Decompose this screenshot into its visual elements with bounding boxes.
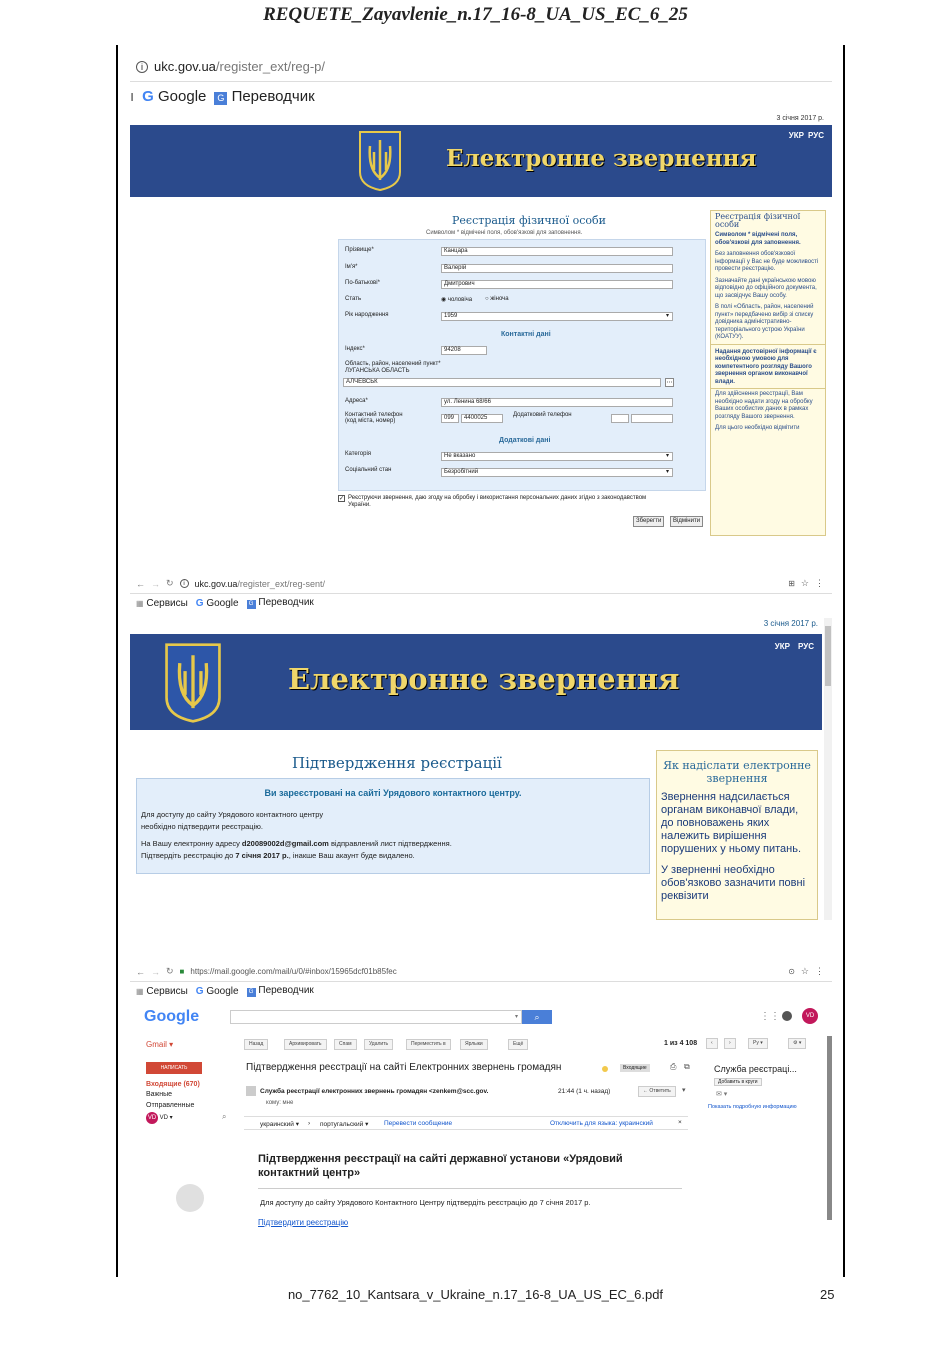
apps-grid-icon: ▦ [136, 986, 144, 996]
address-bar[interactable] [130, 574, 832, 594]
phone-extra-code-input[interactable] [611, 414, 629, 423]
index-label: Індекс* [345, 346, 365, 352]
reply-more-icon[interactable]: ▾ [682, 1087, 686, 1094]
email-subject: Підтвердження реєстрації на сайті Електронних звернень громадян [246, 1062, 562, 1073]
nav-inbox[interactable]: Входящие (670) [146, 1081, 200, 1088]
star-icon[interactable]: ☆ [800, 578, 809, 588]
form-title: Реєстрація фізичної особи [452, 214, 607, 227]
sender-name: Служба реєстрації електронних звернень громадян <zenkem@scc.gov. [260, 1088, 489, 1095]
side-help-panel [710, 210, 826, 536]
category-label: Категорія [345, 451, 372, 457]
bookmark-translate[interactable]: G Переводчик [214, 88, 314, 105]
side-p3: Зазначайте дані українською мовою відповідно до офіційного документа, що засвідчує Вашу особу. [715, 277, 817, 299]
settings-button[interactable]: ⚙ ▾ [788, 1038, 806, 1049]
arrow-right-icon: › [308, 1120, 311, 1127]
inbox-tag[interactable]: Входящие [620, 1064, 650, 1072]
chat-avatar[interactable]: VD VD ▾ [146, 1112, 173, 1124]
phone-label-2: (код міста, номер) [345, 418, 396, 424]
url-path: /register_ext/reg-sent/ [237, 578, 325, 589]
side-p2: Без заповнення обов'язкової інформації у Вас не буде можливості провести реєстрацію. [715, 251, 819, 272]
forward-icon[interactable]: → [151, 966, 160, 977]
toolbar-back[interactable]: Назад [244, 1039, 268, 1050]
chevron-down-icon: ▾ [665, 469, 669, 475]
region-value: ЛУГАНСЬКА ОБЛАСТЬ [345, 368, 410, 374]
page-title: REQUETE_Zayavlenie_n.17_16-8_UA_US_EC_6_25 [263, 4, 688, 25]
surname-label: Прізвище* [345, 247, 374, 253]
gmail-scrollbar[interactable] [827, 1036, 832, 1220]
toolbar-delete[interactable]: Удалить [364, 1039, 393, 1050]
url-path: /register_ext/reg-p/ [215, 59, 326, 74]
lock-icon: ■ [179, 967, 185, 976]
bookmark-google[interactable]: G Google [142, 87, 207, 105]
cancel-button[interactable]: Відмінити [670, 516, 703, 527]
reply-button[interactable]: ← Ответить [638, 1086, 676, 1097]
search-icon: ⌕ [534, 1012, 540, 1022]
sender-avatar-icon [246, 1086, 256, 1096]
confirm-box-header: Ви зареєстровані на сайті Урядового контактного центру. [264, 788, 522, 798]
translate-bar [244, 1116, 688, 1130]
patronymic-input[interactable]: Дмитрович [441, 280, 673, 289]
toolbar-spam[interactable]: Спам [334, 1039, 357, 1050]
sex-male-radio[interactable]: ◉ чоловіча [441, 297, 473, 303]
important-marker-icon[interactable] [602, 1066, 608, 1072]
surname-input[interactable]: Канцара [441, 247, 673, 256]
message-count: 1 из 4 108 [664, 1040, 698, 1047]
chevron-down-icon: ▾ [665, 313, 669, 319]
back-icon[interactable]: ← [136, 578, 145, 589]
chat-avatar-badge: VD [146, 1112, 158, 1124]
translate-icon: G [247, 600, 256, 609]
bookmark-translate[interactable]: G Переводчик [247, 985, 314, 997]
toolbar-archive[interactable]: Архивировать [284, 1039, 327, 1050]
url-host: ukc.gov.ua [194, 578, 238, 589]
coat-of-arms-icon [162, 642, 224, 724]
menu-icon[interactable]: ⋮ [815, 578, 824, 588]
page-number: 25 [820, 1287, 835, 1302]
right-contact-name: Служба реєстраці... [714, 1064, 797, 1074]
scrollbar-thumb[interactable] [825, 626, 831, 686]
translate-to-select[interactable]: португальский ▾ [320, 1121, 369, 1128]
address-bar[interactable] [130, 962, 832, 982]
save-button[interactable]: Зберегти [633, 516, 664, 527]
search-people-icon[interactable]: ⌕ [222, 1112, 227, 1121]
confirm-line-1: Для доступу до сайту Урядового контактного центру [141, 810, 324, 819]
screenshot-registration-form [130, 52, 832, 536]
bookmark-google[interactable]: G Google [195, 597, 239, 609]
right-more-info-link[interactable]: Показать подробную информацию [708, 1104, 797, 1110]
social-select[interactable]: Безробітний ▾ [441, 468, 673, 477]
phone-label: Контактний телефон [345, 412, 403, 418]
google-g-icon: G [195, 597, 204, 609]
email-body-text: Для доступу до сайту Урядового Контактного Центру підтвердіть реєстрацію до 7 січня 2017 р. [260, 1198, 591, 1207]
compose-button[interactable]: НАПИСАТЬ [146, 1062, 202, 1074]
city-input[interactable]: АЛЧЕВСЬК [343, 378, 661, 387]
confirm-line-4: Підтвердіть реєстрацію до 7 січня 2017 р., інакше Ваш акаунт буде видалено. [141, 851, 415, 860]
address-input[interactable]: ул. Ленина 68/66 [441, 398, 673, 407]
birth-select[interactable]: 1959 ▾ [441, 312, 673, 321]
city-lookup-icon[interactable]: ⋯ [666, 380, 673, 386]
date-text: 3 січня 2017 р. [776, 115, 824, 122]
region-label: Область, район, населений пункт* [345, 361, 441, 367]
reload-icon[interactable]: ↻ [166, 578, 174, 588]
lang-ukr[interactable]: УКР [788, 131, 804, 140]
contact-header: Контактні дані [501, 331, 551, 338]
site-banner [130, 634, 822, 730]
bookmark-translate[interactable]: G Переводчик [247, 597, 314, 609]
social-label: Соціальний стан [345, 467, 392, 473]
info-icon[interactable]: i [136, 61, 148, 73]
birth-label: Рік народження [345, 312, 389, 318]
translate-off-link[interactable]: Отключить для языка: украинский [550, 1120, 653, 1127]
right-add-circles-button[interactable]: Добавить в круги [714, 1078, 762, 1086]
consent-checkbox[interactable]: ✓ [339, 496, 345, 502]
lang-ukr[interactable]: УКР [774, 642, 790, 651]
toolbar-more[interactable]: Ещё [508, 1039, 528, 1050]
side-title: Як надіслати електронне звернення [663, 759, 811, 785]
index-input[interactable]: 94208 [441, 346, 487, 355]
translate-icon: G [247, 988, 256, 997]
new-window-icon[interactable]: ⧉ [684, 1062, 690, 1071]
translate-page-icon[interactable]: ⊞ [788, 579, 795, 588]
translate-from-select[interactable]: украинский ▾ [260, 1121, 299, 1128]
phone-code-input[interactable]: 099 [441, 414, 459, 423]
apps-grid-icon: ▦ [136, 598, 144, 608]
side-p5: Надання достовірної інформації є необхідною умовою для компетентного розгляду Вашого звернення органом виконавчої влади. [711, 344, 825, 389]
next-message-button[interactable] [724, 1038, 736, 1049]
confirm-title: Підтвердження реєстрації [292, 754, 502, 772]
zoom-icon[interactable]: ⊙ [788, 967, 795, 976]
banner-title: Електронне звернення [288, 662, 680, 696]
to-me[interactable]: кому: мне [266, 1100, 294, 1106]
side-p4: В полі «Область, район, населений пункт» передбачено вибір зі списку довідника адміністративно-територіального устрою України (КОАТУУ). [715, 304, 814, 340]
form-subtitle: Символом * відмічені поля, обов'язкові для заповнення. [426, 230, 583, 236]
category-select[interactable]: Не вказано ▾ [441, 452, 673, 461]
scrollbar[interactable] [824, 618, 832, 920]
patronymic-label: По-батькові* [345, 280, 380, 286]
side-help-panel [656, 750, 818, 920]
gear-icon: ⚙ [793, 1040, 798, 1046]
search-input[interactable] [230, 1010, 522, 1024]
screenshot-gmail [130, 962, 832, 1227]
avatar[interactable]: VD [802, 1008, 818, 1024]
screenshot-registration-confirm [130, 574, 832, 920]
side-p7: Для цього необхідно відмітити [715, 425, 800, 431]
hangouts-icon[interactable] [176, 1184, 204, 1212]
confirm-line-3: На Вашу електронну адресу d20089002d@gmail.com відправлений лист підтвердження. [141, 839, 452, 848]
google-g-icon: G [142, 87, 154, 105]
date-text: 3 січня 2017 р. [763, 619, 818, 628]
menu-icon[interactable]: ⋮ [815, 966, 824, 976]
phone-number-input[interactable]: 4400025 [461, 414, 503, 423]
banner-title: Електронне звернення [446, 145, 757, 172]
nav-important[interactable]: Важные [146, 1091, 173, 1098]
extra-header: Додаткові дані [499, 437, 551, 444]
translate-icon: G [214, 92, 227, 105]
info-icon[interactable]: i [180, 579, 189, 588]
prev-message-button[interactable] [706, 1038, 718, 1049]
confirm-registration-link[interactable]: Підтвердити реєстрацію [258, 1218, 349, 1227]
name-input[interactable]: Валерій [441, 264, 673, 273]
phone-extra-number-input[interactable] [631, 414, 673, 423]
gmail-label[interactable]: Gmail ▾ [146, 1040, 174, 1049]
side-p2: У зверненні необхідно обов'язково зазначити повні реквізити [661, 864, 806, 902]
side-p1: Символом * відмічені поля, обов'язкові для заповнення. [715, 232, 801, 246]
chevron-down-icon: ▾ [514, 1014, 518, 1020]
google-g-icon: G [195, 985, 204, 997]
forward-icon[interactable]: → [151, 578, 160, 589]
bookmarks-bar [130, 594, 832, 612]
phone-extra-label: Додатковий телефон [513, 412, 572, 418]
footer-filename: no_7762_10_Kantsara_v_Ukraine_n.17_16-8_UA_US_EC_6.pdf [287, 1287, 664, 1302]
bookmark-apps[interactable]: ▦ Сервисы [136, 985, 188, 997]
left-border-line [116, 45, 118, 1277]
email-body-title: Підтвердження реєстрації на сайті державної установи «Урядовий контактний центр» [258, 1153, 623, 1179]
side-p1: Звернення надсилається органам виконавчої влади, до повноважень яких належить вирішення порушених у ньому питань. [661, 791, 802, 855]
email-body-divider [258, 1188, 682, 1189]
site-banner [130, 125, 832, 197]
lang-rus[interactable]: РУС [798, 642, 814, 651]
chevron-right-icon: › [729, 1040, 731, 1046]
print-icon[interactable]: ⎙ [670, 1062, 677, 1071]
back-icon[interactable]: ← [136, 966, 145, 977]
url-text: https://mail.google.com/mail/u/0/#inbox/15965dcf01b85fec [190, 967, 397, 976]
toolbar-labels[interactable]: Ярлыки [460, 1039, 488, 1050]
confirm-box [136, 778, 650, 874]
chevron-down-icon: ▾ [665, 453, 669, 459]
sex-female-radio[interactable]: ○ жіноча [485, 296, 509, 302]
translate-link[interactable]: Перевести сообщение [384, 1120, 453, 1127]
right-border-line [843, 45, 845, 1277]
address-bar[interactable] [130, 52, 832, 82]
bookmark-apps[interactable]: ▦ Сервисы [136, 597, 188, 609]
bookmark-prefix: ı [130, 87, 135, 105]
confirm-line-2: необхідно підтвердити реєстрацію. [141, 822, 263, 831]
close-icon[interactable]: × [678, 1119, 682, 1126]
coat-of-arms-icon [358, 130, 402, 192]
email-time: 21:44 (1 ч. назад) [558, 1088, 611, 1095]
name-label: Ім'я* [345, 264, 358, 270]
bookmark-google[interactable]: G Google [195, 985, 239, 997]
bookmarks-bar [130, 82, 832, 110]
reload-icon[interactable]: ↻ [166, 966, 174, 976]
toolbar-move[interactable]: Переместить в [406, 1039, 451, 1050]
google-logo[interactable]: Google [144, 1008, 200, 1025]
consent-text: Реєструючи звернення, даю згоду на обробку і використання персональних даних згідно з законодавством України. [348, 495, 647, 508]
sex-label: Стать [345, 296, 362, 302]
nav-sent[interactable]: Отправленные [146, 1102, 195, 1109]
side-p6: Для здійснення реєстрації, Вам необхідно надати згоду на обробку Ваших особистих даних в рамках розгляду Вашого звернення. [711, 388, 825, 423]
address-label: Адреса* [345, 398, 368, 404]
input-language-button[interactable]: Ру ▾ [748, 1038, 768, 1049]
url-host: ukc.gov.ua [154, 59, 216, 74]
chevron-left-icon: ‹ [711, 1040, 713, 1046]
form-area [338, 239, 706, 491]
side-title: Реєстрація фізичної особи [715, 212, 801, 229]
apps-icon[interactable]: ⋮⋮ [760, 1011, 780, 1022]
mail-icon[interactable]: ✉ ▾ [716, 1091, 728, 1098]
lang-rus[interactable]: РУС [808, 131, 824, 140]
star-icon[interactable]: ☆ [800, 966, 809, 976]
notifications-icon[interactable] [782, 1011, 792, 1021]
bookmarks-bar [130, 982, 832, 1000]
search-button[interactable] [522, 1010, 552, 1024]
